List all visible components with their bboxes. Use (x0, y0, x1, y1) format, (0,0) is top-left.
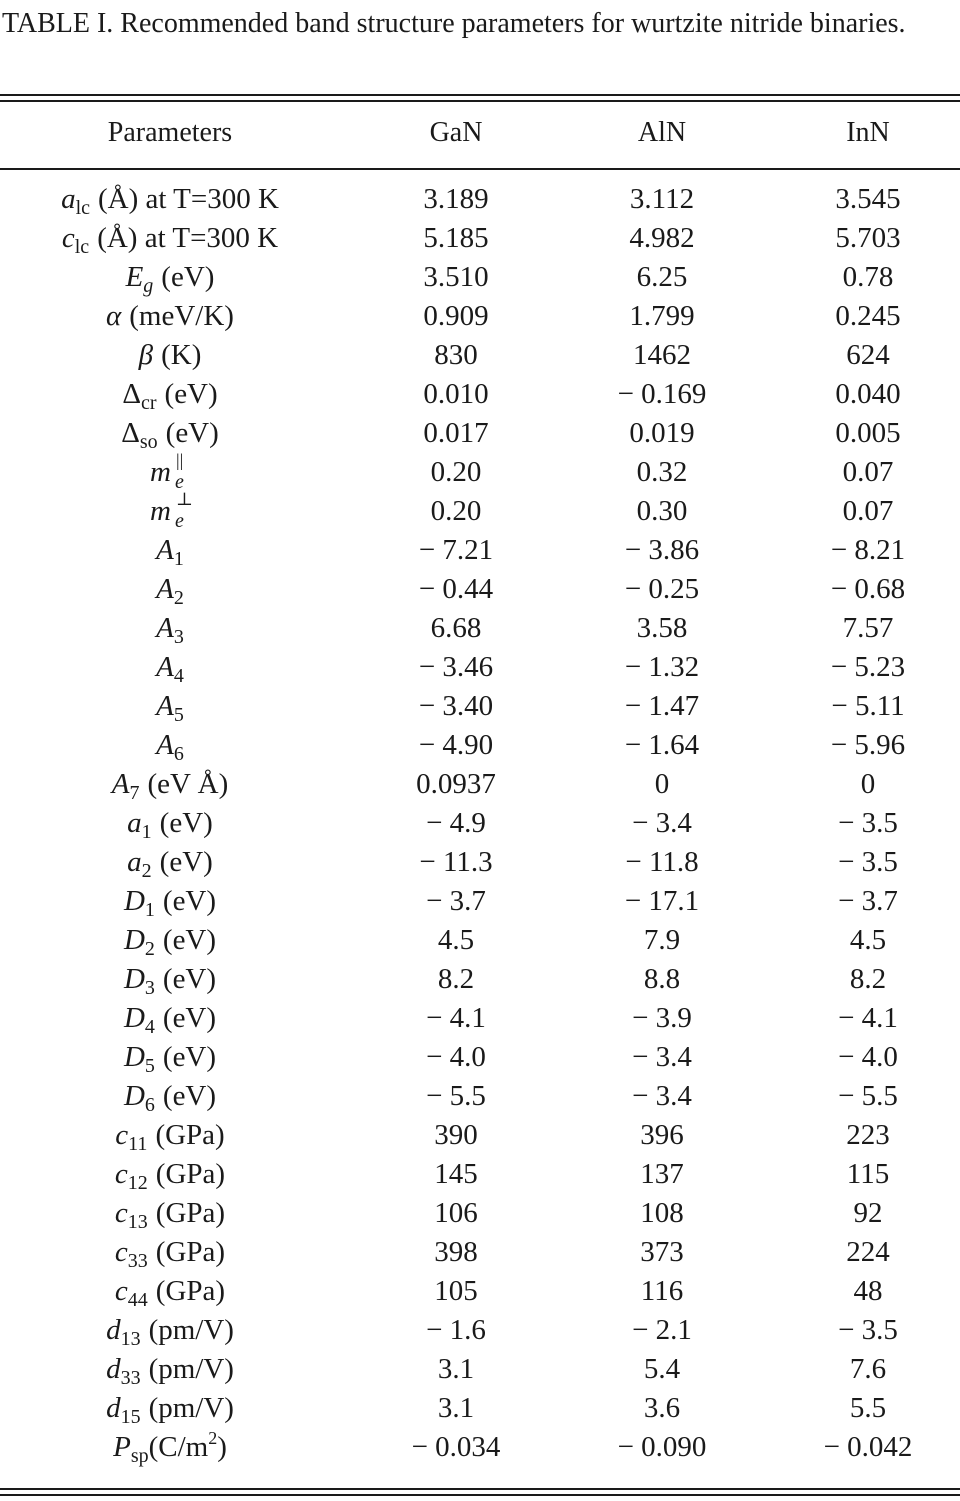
aln-value: 1462 (633, 339, 691, 371)
table-row (0, 1311, 960, 1350)
header-inn: InN (846, 117, 890, 148)
table-row (0, 1428, 960, 1467)
parameter-symbol: D (123, 885, 145, 917)
parameter-unit: (eV) (162, 885, 217, 917)
unit-close: ) (217, 1431, 227, 1463)
parameter-cell (156, 531, 184, 570)
parameter-subscript: 15 (120, 1406, 141, 1428)
parameter-cell (113, 1428, 227, 1467)
parameter-symbol: Δ (122, 378, 141, 410)
aln-value: 0.30 (636, 495, 688, 527)
gan-value: − 4.1 (426, 1002, 486, 1034)
parameter-cell (156, 648, 184, 687)
table-row (0, 1116, 960, 1155)
parameter-unit: (K) (161, 339, 202, 371)
parameter-cell (150, 489, 193, 532)
aln-value: 5.4 (643, 1353, 681, 1385)
gan-value: 6.68 (430, 612, 482, 644)
aln-value: − 1.47 (624, 690, 700, 722)
parameter-symbol: d (106, 1314, 121, 1346)
parameter-symbol: Δ (121, 417, 140, 449)
inn-value: 5.5 (849, 1392, 887, 1424)
table-row (0, 570, 960, 609)
gan-value: 398 (434, 1236, 478, 1268)
parameter-unit: (pm/V) (148, 1353, 234, 1385)
aln-value: 137 (640, 1158, 684, 1190)
gan-value: 0.20 (430, 495, 482, 527)
table-row (0, 1194, 960, 1233)
inn-value: 7.6 (849, 1353, 887, 1385)
inn-value: − 5.5 (838, 1080, 898, 1112)
table-row (0, 960, 960, 999)
parameter-unit: (C/m (148, 1431, 209, 1463)
parameter-cell (112, 765, 229, 804)
inn-value: 8.2 (849, 963, 887, 995)
inn-value: − 5.96 (830, 729, 906, 761)
inn-value: 0 (860, 768, 876, 800)
parameter-unit: (eV) (162, 1002, 217, 1034)
parameter-unit: (GPa) (155, 1158, 226, 1190)
table-row (0, 489, 960, 532)
parameter-symbol: α (106, 300, 122, 332)
inn-value: − 5.23 (830, 651, 906, 683)
parameter-subscript: 12 (127, 1172, 148, 1194)
gan-value: − 3.7 (426, 885, 486, 917)
aln-value: − 3.4 (632, 807, 692, 839)
header-rule (0, 168, 960, 170)
parameter-symbol: c (114, 1197, 128, 1229)
table-row (0, 1155, 960, 1194)
parameter-cell (122, 375, 217, 414)
table-row (0, 1233, 960, 1272)
aln-value: 6.25 (636, 261, 688, 293)
parameter-symbol: A (156, 729, 174, 761)
table-row (0, 297, 960, 336)
parameter-unit: (eV) (162, 963, 217, 995)
gan-value: − 3.46 (418, 651, 494, 683)
inn-value: 0.040 (835, 378, 901, 410)
table-row (0, 726, 960, 765)
gan-value: − 0.44 (418, 573, 494, 605)
aln-value: 116 (640, 1275, 684, 1307)
inn-value: 0.07 (842, 456, 894, 488)
gan-value: 5.185 (423, 222, 489, 254)
gan-value: − 1.6 (426, 1314, 486, 1346)
parameter-cell (127, 843, 213, 882)
parameter-symbol: A (156, 534, 174, 566)
gan-value: 3.510 (423, 261, 489, 293)
parameter-symbol: c (114, 1275, 128, 1307)
parameter-subscript: 7 (129, 782, 140, 804)
parameter-symbol: P (113, 1431, 131, 1463)
parameter-cell (156, 609, 184, 648)
inn-value: − 3.5 (838, 807, 898, 839)
parameter-subscript: 2 (144, 938, 155, 960)
gan-value: 0.0937 (416, 768, 496, 800)
parameter-subscript: 1 (144, 899, 155, 921)
parameter-cell (124, 1038, 216, 1077)
gan-value: 0.010 (423, 378, 489, 410)
aln-value: 3.6 (643, 1392, 681, 1424)
inn-value: − 0.042 (823, 1431, 913, 1463)
parameter-subscript: 3 (144, 977, 155, 999)
header-parameters: Parameters (107, 117, 233, 148)
parameter-symbol: d (106, 1392, 121, 1424)
table-row (0, 921, 960, 960)
parameter-symbol: β (138, 339, 154, 371)
inn-value: 92 (853, 1197, 883, 1229)
aln-value: 7.9 (643, 924, 681, 956)
table-row (0, 843, 960, 882)
table-row (0, 375, 960, 414)
table-row (0, 1038, 960, 1077)
parameter-unit: (eV) (159, 807, 213, 839)
parameter-cell (115, 1233, 225, 1272)
parameter-unit: (GPa) (155, 1236, 226, 1268)
parameter-unit: (eV) (161, 261, 215, 293)
aln-value: 1.799 (629, 300, 695, 332)
parameter-subscript: 4 (144, 1016, 155, 1038)
gan-value: 0.909 (423, 300, 489, 332)
gan-value: 3.1 (437, 1353, 475, 1385)
parameter-cell (115, 1155, 225, 1194)
parameter-cell (124, 1077, 216, 1116)
inn-value: 223 (846, 1119, 890, 1151)
parameter-symbol: A (156, 612, 174, 644)
parameter-symbol: D (123, 963, 145, 995)
parameter-cell (115, 1272, 225, 1311)
aln-value: − 17.1 (624, 885, 700, 917)
parameter-subscript: 6 (173, 743, 184, 765)
parameter-unit: (Å) at T=300 K (97, 222, 279, 254)
gan-value: 0.017 (423, 417, 489, 449)
parameter-subscript: 6 (144, 1094, 155, 1116)
parameter-unit: (eV) (164, 378, 218, 410)
table-row (0, 1077, 960, 1116)
bottom-rule-2 (0, 1494, 960, 1496)
parameter-cell (106, 1389, 234, 1428)
parameter-symbol: c (114, 1158, 128, 1190)
parameter-unit: (eV) (162, 924, 217, 956)
gan-value: 4.5 (437, 924, 475, 956)
parameter-cell (156, 687, 184, 726)
table-row (0, 450, 960, 493)
gan-value: − 3.40 (418, 690, 494, 722)
inn-value: 0.245 (835, 300, 901, 332)
parameter-symbol: A (111, 768, 130, 800)
parameter-symbol: A (156, 573, 174, 605)
inn-value: − 3.5 (838, 1314, 898, 1346)
gan-value: − 11.3 (419, 846, 493, 878)
table-header (0, 117, 960, 157)
parameter-symbol: D (123, 924, 145, 956)
parameter-symbol: d (106, 1353, 121, 1385)
parameter-cell (156, 726, 184, 765)
aln-value: 108 (640, 1197, 684, 1229)
parameter-cell (61, 180, 279, 219)
aln-value: − 0.25 (624, 573, 700, 605)
table-row (0, 648, 960, 687)
parameter-symbol: D (123, 1041, 145, 1073)
aln-value: 0.019 (629, 417, 695, 449)
table-row (0, 180, 960, 219)
parameter-subscript: lc (75, 197, 90, 219)
aln-value: − 3.86 (624, 534, 700, 566)
aln-value: 4.982 (629, 222, 695, 254)
inn-value: 224 (846, 1236, 890, 1268)
table-row (0, 531, 960, 570)
parameter-unit: (Å) at T=300 K (98, 183, 279, 215)
parameter-symbol: D (123, 1080, 145, 1112)
table-row (0, 765, 960, 804)
inn-value: 5.703 (835, 222, 901, 254)
parameter-unit: (eV) (162, 1080, 217, 1112)
top-rule-1 (0, 94, 960, 96)
table-caption: TABLE I. Recommended band structure parameters for wurtzite nitride binaries. (2, 8, 906, 39)
parameter-cell (106, 1311, 234, 1350)
aln-value: 396 (640, 1119, 684, 1151)
parameter-subscript: 33 (127, 1250, 148, 1272)
table-body (0, 180, 960, 1467)
parameter-subscript: 13 (120, 1328, 141, 1350)
parameter-unit: (pm/V) (148, 1392, 234, 1424)
parameter-unit: (eV) (165, 417, 219, 449)
inn-value: − 5.11 (831, 690, 905, 722)
gan-value: 145 (434, 1158, 478, 1190)
parameter-symbol: a (61, 183, 76, 215)
gan-value: 3.1 (437, 1392, 475, 1424)
header-aln: AlN (637, 117, 687, 148)
gan-value: 8.2 (437, 963, 475, 995)
inn-value: 4.5 (849, 924, 887, 956)
parameter-cell (124, 960, 216, 999)
parameter-subscript: 2 (141, 860, 152, 882)
table-row (0, 1350, 960, 1389)
parameter-cell (124, 921, 216, 960)
parameter-unit: (GPa) (155, 1275, 226, 1307)
gan-value: − 7.21 (418, 534, 494, 566)
aln-value: 3.58 (636, 612, 688, 644)
table-row (0, 336, 960, 375)
inn-value: − 4.0 (838, 1041, 898, 1073)
aln-value: − 1.64 (624, 729, 700, 761)
gan-value: 0.20 (430, 456, 482, 488)
table-row (0, 258, 960, 297)
parameter-cell (156, 570, 184, 609)
aln-value: − 11.8 (625, 846, 699, 878)
inn-value: 7.57 (842, 612, 894, 644)
inn-value: − 3.5 (838, 846, 898, 878)
parameter-symbol: c (115, 1119, 129, 1151)
inn-value: 0.78 (842, 261, 894, 293)
inn-value: − 8.21 (830, 534, 906, 566)
inn-value: 0.005 (835, 417, 901, 449)
gan-value: − 4.90 (418, 729, 494, 761)
parameter-cell (139, 336, 202, 375)
gan-value: − 4.9 (426, 807, 486, 839)
parameter-symbol: c (114, 1236, 128, 1268)
parameter-symbol: D (123, 1002, 145, 1034)
bottom-rule-1 (0, 1488, 960, 1490)
parameter-subscript: lc (74, 236, 90, 258)
parameter-unit: (meV/K) (129, 300, 234, 332)
parameter-subscript: cr (140, 392, 157, 414)
gan-value: 106 (434, 1197, 478, 1229)
aln-value: 0.32 (636, 456, 688, 488)
inn-value: 3.545 (835, 183, 901, 215)
inn-value: − 0.68 (830, 573, 906, 605)
parameter-subscript: 2 (173, 587, 184, 609)
parameter-symbol: c (61, 222, 75, 254)
parameter-subscript: 1 (173, 548, 184, 570)
top-rule-2 (0, 100, 960, 102)
parameter-unit: (eV Å) (147, 768, 229, 800)
aln-value: − 0.169 (617, 378, 707, 410)
aln-value: − 3.9 (632, 1002, 692, 1034)
parameter-cell (115, 1194, 225, 1233)
header-gan: GaN (429, 117, 483, 148)
gan-value: 105 (434, 1275, 478, 1307)
parameter-symbol: a (127, 846, 142, 878)
aln-value: − 2.1 (632, 1314, 692, 1346)
table-row (0, 882, 960, 921)
aln-value: 373 (640, 1236, 684, 1268)
parameter-subscript: sp (130, 1445, 149, 1467)
unit-superscript: 2 (208, 1428, 218, 1448)
parameter-symbol: m e ⊥ (150, 489, 193, 532)
parameter-symbol: m e || (150, 450, 184, 493)
parameter-subscript: 11 (128, 1133, 148, 1155)
inn-value: 115 (846, 1158, 890, 1190)
parameter-symbol: A (156, 690, 174, 722)
gan-value: 390 (434, 1119, 478, 1151)
parameter-subscript: 33 (120, 1367, 141, 1389)
table-row (0, 1389, 960, 1428)
table-row (0, 414, 960, 453)
gan-value: 830 (434, 339, 478, 371)
parameter-subscript: 3 (173, 626, 184, 648)
parameter-subscript: 5 (173, 704, 184, 726)
parameter-symbol: E (125, 261, 144, 293)
aln-value: 8.8 (643, 963, 681, 995)
table-row (0, 1272, 960, 1311)
parameter-symbol: a (127, 807, 142, 839)
parameter-cell (126, 258, 215, 297)
aln-value: − 0.090 (617, 1431, 707, 1463)
parameter-unit: (eV) (162, 1041, 217, 1073)
parameter-cell (62, 219, 278, 258)
parameter-subscript: g (143, 275, 154, 297)
parameter-unit: (GPa) (155, 1197, 226, 1229)
parameter-unit: (GPa) (155, 1119, 225, 1151)
table-row (0, 219, 960, 258)
aln-value: − 3.4 (632, 1041, 692, 1073)
inn-value: 624 (846, 339, 890, 371)
parameter-cell (106, 297, 234, 336)
aln-value: 0 (654, 768, 670, 800)
inn-value: 48 (853, 1275, 883, 1307)
parameter-cell (127, 804, 213, 843)
parameter-cell (124, 882, 216, 921)
gan-value: − 4.0 (426, 1041, 486, 1073)
aln-value: 3.112 (629, 183, 695, 215)
parameter-unit: (eV) (159, 846, 213, 878)
gan-value: − 5.5 (426, 1080, 486, 1112)
parameter-subscript: 44 (127, 1289, 148, 1311)
inn-value: − 3.7 (838, 885, 898, 917)
parameter-subscript: 1 (141, 821, 152, 843)
table-row (0, 999, 960, 1038)
parameter-cell (124, 999, 216, 1038)
gan-value: − 0.034 (411, 1431, 501, 1463)
parameter-symbol: A (156, 651, 174, 683)
parameter-cell (121, 414, 219, 453)
parameter-unit: (pm/V) (148, 1314, 234, 1346)
parameter-cell (115, 1116, 224, 1155)
parameter-subscript: 5 (144, 1055, 155, 1077)
parameter-cell (106, 1350, 234, 1389)
gan-value: 3.189 (423, 183, 489, 215)
inn-value: 0.07 (842, 495, 894, 527)
table-row (0, 687, 960, 726)
table-row (0, 804, 960, 843)
aln-value: − 3.4 (632, 1080, 692, 1112)
parameter-subscript: so (139, 431, 158, 453)
parameter-subscript: 13 (127, 1211, 148, 1233)
parameter-subscript: 4 (173, 665, 184, 687)
table-row (0, 609, 960, 648)
aln-value: − 1.32 (624, 651, 700, 683)
inn-value: − 4.1 (838, 1002, 898, 1034)
